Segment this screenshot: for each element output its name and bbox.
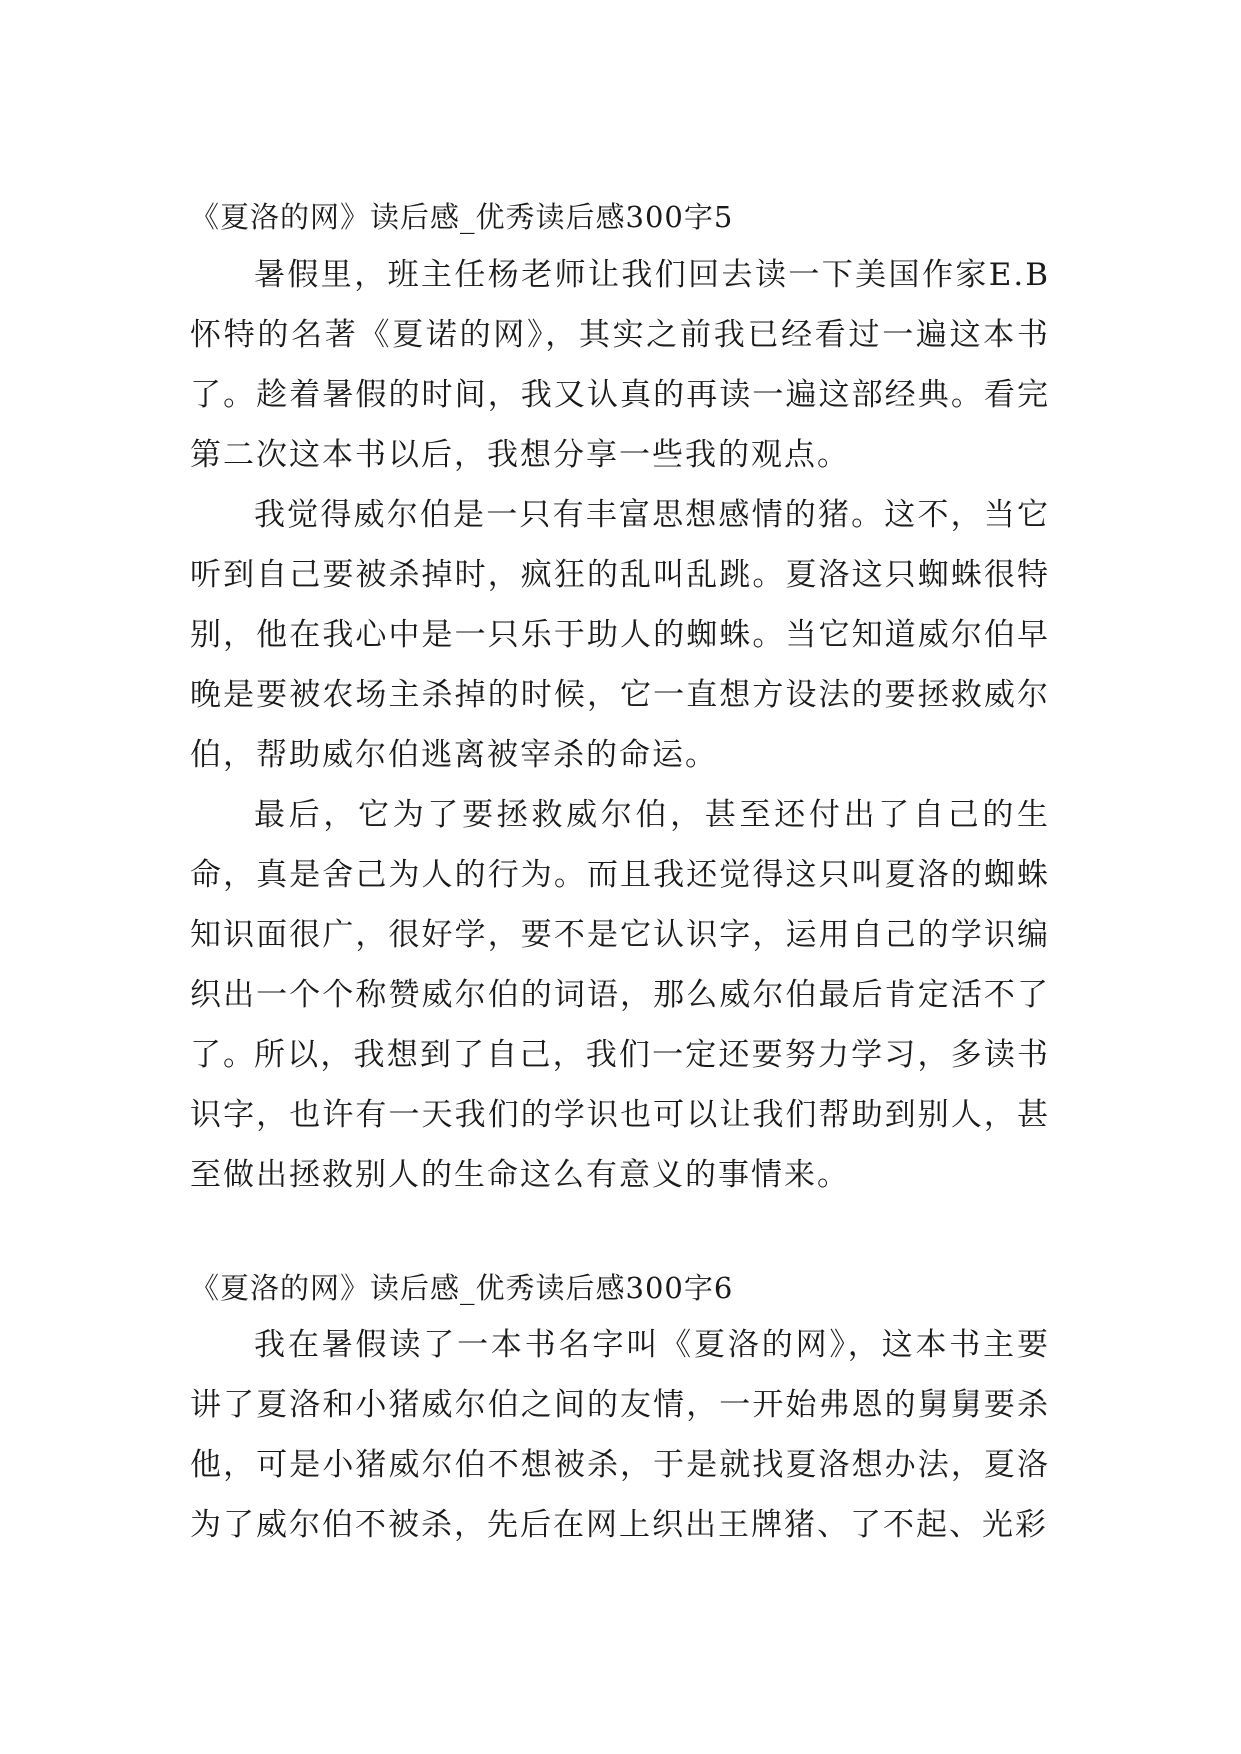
section-5-paragraph-1: 暑假里，班主任杨老师让我们回去读一下美国作家E.B怀特的名著《夏诺的网》，其实之前我已经看过一遍这本书了。趁着暑假的时间，我又认真的再读一遍这部经典。看完第二次这本书以后，我想分享一些我的观点。 [190,257,1050,473]
section-title-6: 《夏洛的网》读后感_优秀读后感300字6 [190,1271,734,1305]
section-title-5: 《夏洛的网》读后感_优秀读后感300字5 [190,200,734,234]
section-5-paragraph-4: 所以，我想到了自己，我们一定还要努力学习，多读书识字，也许有一天我们的学识也可以让我们帮助到别人，甚至做出拯救别人的生命这么有意义的事情来。 [190,1037,1050,1193]
section-6-paragraph-1: 我在暑假读了一本书名字叫《夏洛的网》，这本书主要讲了夏洛和小猪威尔伯之间的友情，一开始弗恩的舅舅要杀他，可是小猪威尔伯不想被杀，于是就找夏洛想办法，夏洛为了威尔伯不被杀，先后在网上织出王牌猪、了不起、光彩 [190,1327,1050,1543]
section-5-paragraph-3: 最后，它为了要拯救威尔伯，甚至还付出了自己的生命，真是舍己为人的行为。而且我还觉得这只叫夏洛的蜘蛛知识面很广，很好学，要不是它认识字，运用自己的学识编织出一个个称赞威尔伯的词语，那么威尔伯最后肯定活不了了。 [190,797,1050,1073]
section-5-paragraph-2: 我觉得威尔伯是一只有丰富思想感情的猪。这不，当它听到自己要被杀掉时，疯狂的乱叫乱跳。夏洛这只蜘蛛很特别，他在我心中是一只乐于助人的蜘蛛。当它知道威尔伯早晚是要被农场主杀掉的时候，它一直想方设法的要拯救威尔伯，帮助威尔伯逃离被宰杀的命运。 [190,497,1050,773]
